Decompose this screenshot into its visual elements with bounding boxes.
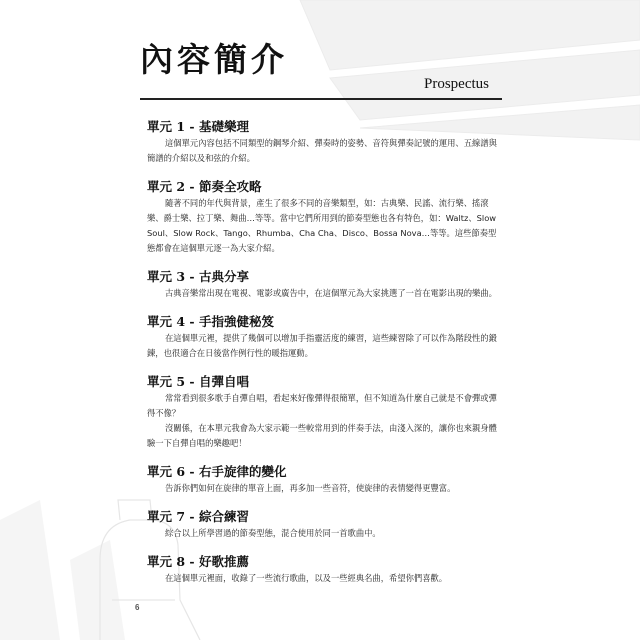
unit-heading: 單元 1 - 基礎樂理 bbox=[147, 119, 249, 134]
unit-heading: 單元 3 - 古典分享 bbox=[147, 269, 249, 284]
unit-description: 這個單元內容包括不同類型的鋼琴介紹、彈奏時的姿勢、音符與彈奏記號的運用、五線譜與簡譜的介紹以及和弦的介紹。 bbox=[147, 138, 497, 163]
unit-2 bbox=[147, 178, 503, 256]
unit-description: 沒關係，在本單元我會為大家示範一些較常用到的伴奏手法，由淺入深的，讓你也來親身體驗一下自彈自唱的樂趣吧！ bbox=[147, 423, 497, 448]
unit-8 bbox=[147, 553, 503, 586]
unit-1 bbox=[147, 118, 503, 166]
unit-description: 在這個單元裡，提供了幾個可以增加手指靈活度的練習，這些練習除了可以作為階段性的鍛鍊，也很適合在日後當作例行性的暖指運動。 bbox=[147, 333, 497, 358]
unit-description: 告訴你們如何在旋律的單音上面，再多加一些音符，使旋律的表情變得更豐富。 bbox=[165, 483, 456, 493]
unit-description: 常常看到很多歌手自彈自唱，看起來好像彈得很簡單，但不知道為什麼自己就是不會彈或彈得不像？ bbox=[147, 393, 497, 418]
unit-4 bbox=[147, 313, 503, 361]
page-title: 內容簡介 bbox=[140, 40, 288, 79]
unit-5 bbox=[147, 373, 503, 451]
unit-3 bbox=[147, 268, 503, 301]
unit-description: 隨著不同的年代與背景，產生了很多不同的音樂類型，如：古典樂、民謠、流行樂、搖滾樂、爵士樂、拉丁樂、舞曲…等等。當中它們所用到的節奏型態也各有特色，如：Waltz、Slow Soul、Slow Rock、Tango、Rhumba、Cha Cha、Disco、Bossa Nova…等等。這些節奏型態都會在這個單元逐一為大家介紹。 bbox=[147, 198, 497, 253]
unit-list bbox=[147, 118, 503, 586]
unit-heading: 單元 5 - 自彈自唱 bbox=[147, 374, 249, 389]
page-number: 6 bbox=[135, 603, 140, 612]
unit-heading: 單元 4 - 手指強健秘笈 bbox=[147, 314, 274, 329]
unit-heading: 單元 8 - 好歌推薦 bbox=[147, 554, 249, 569]
unit-heading: 單元 6 - 右手旋律的變化 bbox=[147, 464, 287, 479]
unit-heading: 單元 2 - 節奏全攻略 bbox=[147, 179, 262, 194]
unit-description: 古典音樂常出現在電視、電影或廣告中，在這個單元為大家挑選了一首在電影出現的樂曲。 bbox=[165, 288, 497, 298]
unit-heading: 單元 7 - 綜合練習 bbox=[147, 509, 249, 524]
unit-6 bbox=[147, 463, 503, 496]
unit-description: 綜合以上所學習過的節奏型態，混合使用於同一首歌曲中。 bbox=[165, 528, 381, 538]
unit-description: 在這個單元裡面，收錄了一些流行歌曲，以及一些經典名曲，希望你們喜歡。 bbox=[165, 573, 448, 583]
title-divider bbox=[140, 98, 502, 100]
unit-7 bbox=[147, 508, 503, 541]
page-subtitle: Prospectus bbox=[424, 76, 489, 92]
